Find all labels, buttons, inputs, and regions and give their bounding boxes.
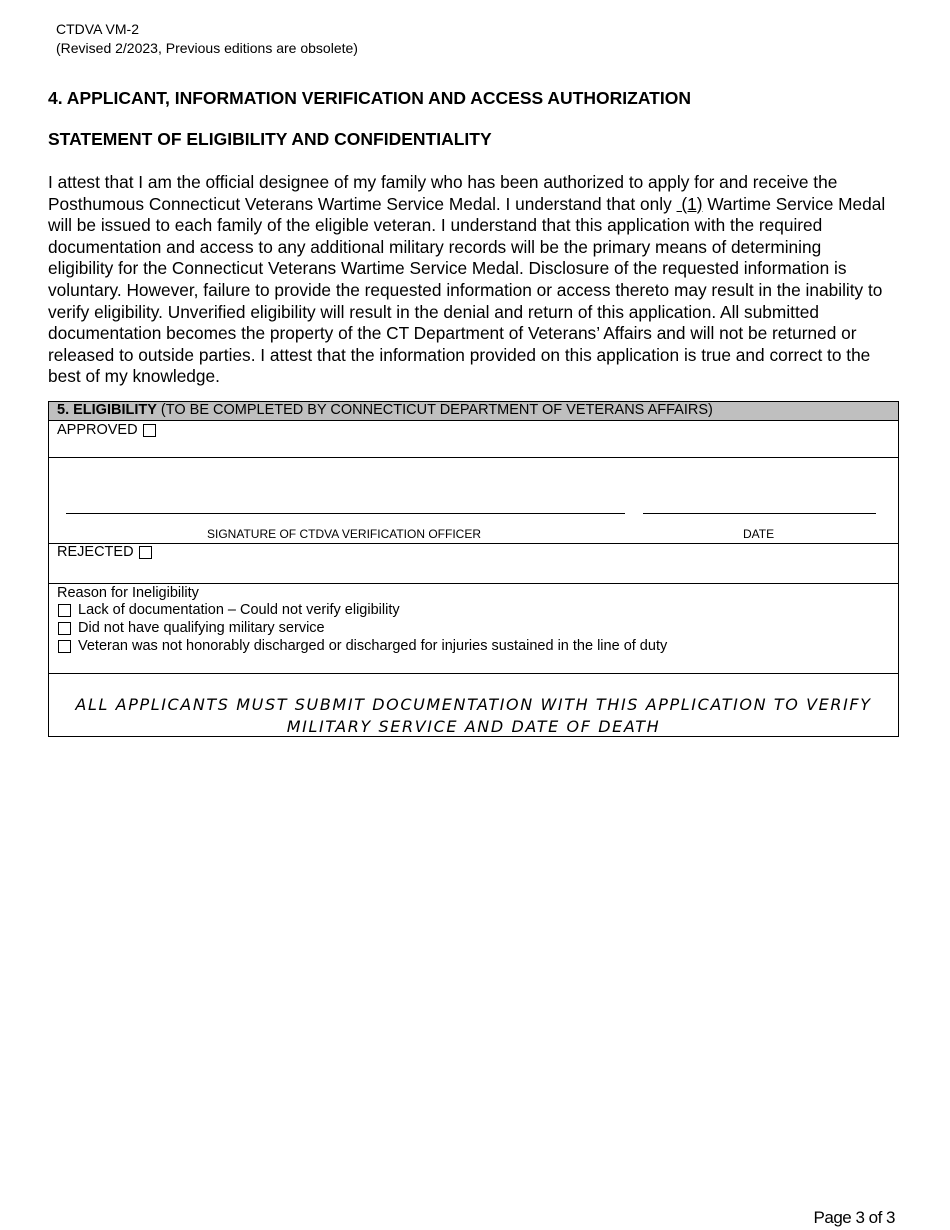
reason-checkbox[interactable] [58, 604, 71, 617]
note-line-2: MILITARY SERVICE AND DATE OF DEATH [286, 717, 661, 736]
statement-title: STATEMENT OF ELIGIBILITY AND CONFIDENTIALITY [48, 129, 492, 149]
rejected-checkbox[interactable] [139, 546, 152, 559]
signature-label: SIGNATURE OF CTDVA VERIFICATION OFFICER [207, 527, 482, 541]
section-4-title: 4. APPLICANT, INFORMATION VERIFICATION AND ACCESS AUTHORIZATION [48, 88, 691, 108]
form-header [56, 20, 358, 58]
attestation-paragraph [48, 172, 888, 388]
note-line-1: ALL APPLICANTS MUST SUBMIT DOCUMENTATION WITH THIS APPLICATION TO VERIFY [75, 695, 872, 714]
page-number: Page 3 of 3 [813, 1208, 895, 1227]
approved-option [57, 422, 156, 438]
date-line[interactable] [643, 513, 876, 514]
rejected-option [57, 544, 152, 560]
reason-item [58, 620, 325, 636]
rejected-row [49, 544, 898, 584]
eligibility-title: 5. ELIGIBILITY [57, 402, 157, 418]
signature-line[interactable] [66, 513, 625, 514]
date-label: DATE [743, 527, 775, 541]
documentation-note [49, 694, 898, 738]
signature-row [49, 458, 898, 544]
approved-label: APPROVED [57, 422, 138, 438]
reason-item [58, 602, 400, 618]
ineligibility-reasons [49, 584, 898, 674]
reason-label: Veteran was not honorably discharged or discharged for injuries sustained in the line of duty [78, 638, 668, 654]
rejected-label: REJECTED [57, 544, 134, 560]
medal-count: (1) [676, 193, 703, 214]
approved-checkbox[interactable] [143, 424, 156, 437]
eligibility-header [49, 402, 898, 421]
eligibility-subtitle: (TO BE COMPLETED BY CONNECTICUT DEPARTMENT OF VETERANS AFFAIRS) [156, 402, 713, 418]
form-id: CTDVA VM-2 [56, 21, 139, 37]
reason-checkbox[interactable] [58, 622, 71, 635]
reason-label: Lack of documentation – Could not verify eligibility [78, 602, 400, 618]
reason-label: Did not have qualifying military service [78, 620, 325, 636]
paragraph-text-1: I attest that I am the official designee of my family who has been authorized to apply for and receive the Posthumous Connecticut Veterans Wartime Service Medal. I understand that only [48, 172, 838, 214]
reason-checkbox[interactable] [58, 640, 71, 653]
form-revision: (Revised 2/2023, Previous editions are obsolete) [56, 40, 358, 56]
reason-item [58, 638, 667, 654]
eligibility-table [48, 401, 899, 737]
documentation-note-row [49, 674, 898, 737]
paragraph-text-2: Wartime Service Medal will be issued to each family of the eligible veteran. I understand that this application with the required documentation and access to any additional military records will be the primary means of determining eligibility for the Connecticut Veterans Wartime Service Medal. Disclosure of the requested information is voluntary. However, failure to provide the requested information or access thereto may result in the inability to verify eligibility. Unverified eligibility will result in the denial and return of this application. All submitted documentation becomes the property of the CT Department of Veterans’ Affairs and will not be returned or released to outside parties. I attest that the information provided on this application is true and correct to the best of my knowledge. [48, 193, 886, 387]
approved-row [49, 421, 898, 458]
reason-title: Reason for Ineligibility [57, 585, 199, 601]
